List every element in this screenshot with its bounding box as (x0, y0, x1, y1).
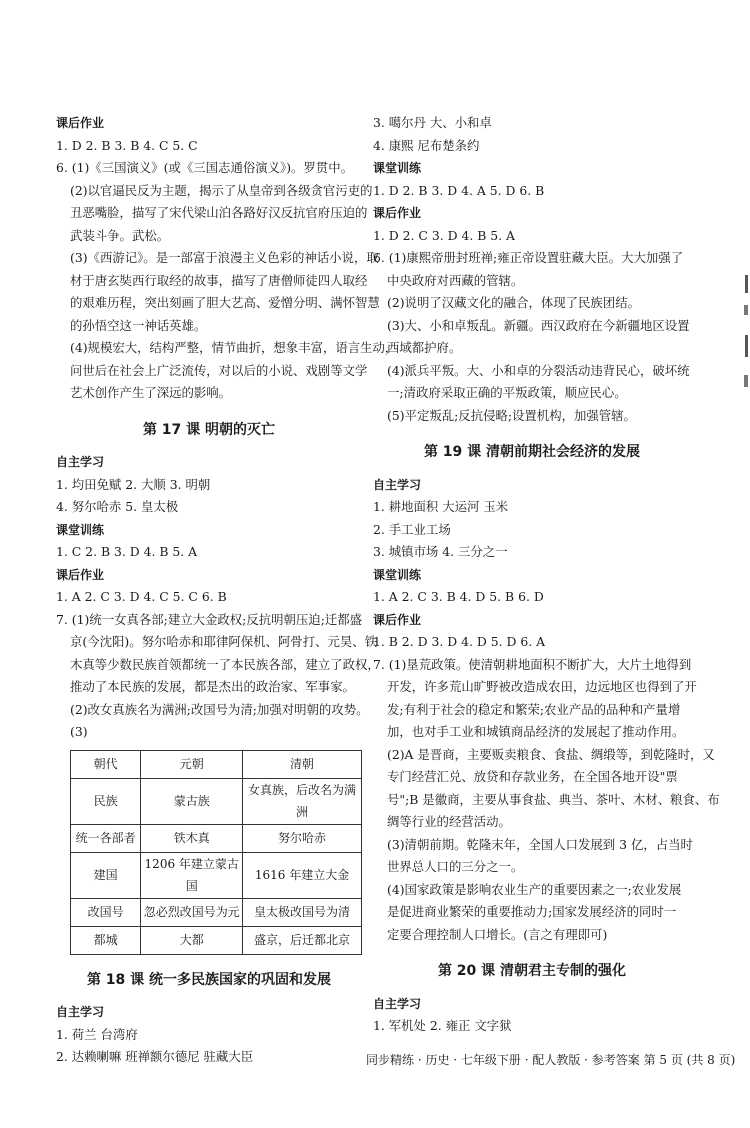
table-cell: 努尔哈赤 (243, 824, 362, 852)
answer-line: (2)以官逼民反为主题，揭示了从皇帝到各级贪官污吏的 (70, 182, 373, 198)
answer-line: 加，也对手工业和城镇商品经济的发展起了推动作用。 (387, 724, 685, 739)
answer-line: 艺术创作产生了深远的影响。 (70, 385, 232, 400)
table-cell: 大都 (141, 926, 243, 954)
table-header-row (71, 750, 362, 778)
section-heading: 自主学习 (56, 455, 105, 469)
answer-line: 京(今沈阳)。努尔哈赤和耶律阿保机、阿骨打、元昊、铁 (70, 634, 378, 649)
answer-line: 6. (1)康熙帝册封班禅;雍正帝设置驻藏大臣。大大加强了 (373, 250, 684, 265)
answer-line: 1. D 2. B 3. D 4. A 5. D 6. B (373, 182, 545, 198)
answer-line: 中央政府对西藏的管辖。 (387, 272, 524, 288)
right-column (373, 112, 720, 1038)
answer-line: 西域都护府。 (387, 340, 462, 355)
section-heading: 课后作业 (373, 206, 422, 220)
answer-line: 世界总人口的三分之一。 (387, 859, 524, 874)
answer-line: 是促进商业繁荣的重要推动力;国家发展经济的同时一 (387, 904, 677, 919)
section-heading: 课后作业 (373, 612, 422, 627)
answer-line: (3) (70, 724, 88, 739)
answer-line: 推动了本民族的发展，都是杰出的政治家、军事家。 (70, 679, 355, 694)
table-cell: 元朝 (141, 750, 243, 778)
lesson-title: 第 20 课 清朝君主专制的强化 (437, 963, 627, 979)
answer-line: 2. 达赖喇嘛 班禅额尔德尼 驻藏大臣 (56, 1049, 254, 1064)
answer-line: 材于唐玄奘西行取经的故事，描写了唐僧师徒四人取经 (70, 272, 368, 288)
answer-line: 7. (1)统一女真各部;建立大金政权;反抗明朝压迫;迁都盛 (56, 611, 363, 627)
table-cell: 1206 年建立蒙古国 (141, 852, 243, 898)
table-row (71, 898, 362, 926)
answer-line: 的孙悟空这一神话英雄。 (70, 317, 207, 333)
lesson-title: 第 17 课 明朝的灭亡 (142, 421, 276, 438)
answer-line: (3)《西游记》。是一部富于浪漫主义色彩的神话小说，取 (70, 250, 379, 265)
answer-line: 1. 荷兰 台湾府 (56, 1026, 138, 1042)
page-footer: 同步精练 · 历史 · 七年级下册 · 配人教版 · 参考答案 第 5 页 (共 8 页) (366, 1053, 736, 1067)
table-cell: 铁木真 (141, 824, 243, 852)
answer-line: 专门经营汇兑、放贷和存款业务，在全国各地开设"票 (387, 769, 678, 784)
section-heading: 课堂训练 (373, 567, 422, 582)
table-row (71, 778, 362, 824)
section-heading: 自主学习 (373, 996, 422, 1011)
dynasty-comparison-table (70, 750, 362, 955)
answer-line: 发;有利于社会的稳定和繁荣;农业产品的品种和产量增 (387, 701, 681, 717)
answer-line: (4)规模宏大，结构严整，情节曲折，想象丰富，语言生动， (70, 340, 398, 355)
answer-line: (4)派兵平叛。大、小和卓的分裂活动违背民心，破坏统 (387, 362, 690, 378)
answer-line: 1. 军机处 2. 雍正 文字狱 (373, 1018, 512, 1033)
table-row (71, 852, 362, 898)
binding-edge-marks (742, 275, 750, 425)
answer-line: (5)平定叛乱;反抗侵略;设置机构，加强管辖。 (387, 407, 636, 423)
answer-line: 一;清政府采取正确的平叛政策，顺应民心。 (387, 385, 627, 400)
answer-line: 4. 康熙 尼布楚条约 (373, 137, 480, 153)
answer-line: (2)A 是晋商，主要贩卖粮食、食盐、绸缎等，到乾隆时，又 (387, 746, 715, 762)
answer-line: 开发，许多荒山旷野被改造成农田，边远地区也得到了开 (387, 679, 697, 694)
answer-line: 木真等少数民族首领都统一了本民族各部，建立了政权， (70, 656, 380, 672)
answer-line: 1. C 2. B 3. D 4. B 5. A (56, 544, 198, 559)
answer-line: 4. 努尔哈赤 5. 皇太极 (56, 499, 179, 514)
table-cell: 清朝 (243, 750, 362, 778)
lesson-title: 第 18 课 统一多民族国家的巩固和发展 (86, 971, 332, 988)
table-cell: 统一各部者 (71, 824, 141, 852)
table-cell: 都城 (71, 926, 141, 954)
answer-line: 1. 耕地面积 大运河 玉米 (373, 499, 509, 514)
answer-line: 2. 手工业工场 (373, 521, 451, 537)
answer-line: 1. A 2. C 3. D 4. C 5. C 6. B (56, 589, 227, 604)
answer-line: (2)改女真族名为满洲;改国号为清;加强对明朝的攻势。 (70, 701, 369, 717)
answer-line: 3. 城镇市场 4. 三分之一 (373, 544, 508, 559)
answer-line: 1. 均田免赋 2. 大顺 3. 明朝 (56, 476, 211, 492)
table-cell: 民族 (71, 778, 141, 824)
answer-line: 绸等行业的经营活动。 (387, 814, 511, 829)
answer-line: 1. D 2. C 3. D 4. B 5. A (373, 227, 515, 243)
answer-line: 丑恶嘴脸，描写了宋代梁山泊各路好汉反抗官府压迫的 (70, 205, 368, 220)
table-cell: 改国号 (71, 898, 141, 926)
answer-line: (4)国家政策是影响农业生产的重要因素之一;农业发展 (387, 881, 682, 897)
answer-line: 1. D 2. B 3. B 4. C 5. C (56, 137, 198, 153)
section-heading: 课后作业 (56, 567, 105, 582)
section-heading: 自主学习 (373, 477, 422, 492)
answer-line: 7. (1)垦荒政策。使清朝耕地面积不断扩大，大片土地得到 (373, 656, 692, 672)
answer-line: 定要合理控制人口增长。(言之有理即可) (387, 926, 608, 942)
left-column (56, 112, 398, 1069)
table-cell: 忽必烈改国号为元 (141, 898, 243, 926)
answer-line: (3)清朝前期。乾隆末年，全国人口发展到 3 亿，占当时 (387, 836, 693, 852)
answer-line: 3. 噶尔丹 大、小和卓 (373, 115, 492, 130)
answer-line: 1. A 2. C 3. B 4. D 5. B 6. D (373, 589, 544, 604)
section-heading: 课后作业 (56, 116, 105, 130)
table-row (71, 824, 362, 852)
table-cell: 皇太极改国号为清 (243, 898, 362, 926)
section-heading: 自主学习 (56, 1005, 105, 1019)
answer-line: 武装斗争。武松。 (70, 227, 170, 243)
answer-line: 的艰难历程，突出刻画了胆大艺高、爱憎分明、满怀智慧 (70, 295, 380, 310)
answer-line: 号";B 是徽商，主要从事食盐、典当、茶叶、木材、粮食、布 (387, 791, 720, 807)
section-heading: 课堂训练 (56, 522, 105, 537)
section-heading: 课堂训练 (373, 161, 422, 175)
table-cell: 1616 年建立大金 (243, 852, 362, 898)
answer-line: (2)说明了汉藏文化的融合，体现了民族团结。 (387, 295, 640, 310)
table-cell: 盛京，后迁都北京 (243, 926, 362, 954)
answer-line: (3)大、小和卓叛乱。新疆。西汉政府在今新疆地区设置 (387, 317, 690, 333)
answer-line: 问世后在社会上广泛流传，对以后的小说、戏剧等文学 (70, 362, 368, 378)
table-row (71, 926, 362, 954)
answer-line: 1. B 2. D 3. D 4. D 5. D 6. A (373, 634, 546, 649)
lesson-title: 第 19 课 清朝前期社会经济的发展 (423, 444, 641, 460)
answer-line: 6. (1)《三国演义》(或《三国志通俗演义》)。罗贯中。 (56, 160, 353, 175)
table-cell: 朝代 (71, 750, 141, 778)
table-cell: 建国 (71, 852, 141, 898)
table-cell: 女真族，后改名为满洲 (243, 778, 362, 824)
table-cell: 蒙古族 (141, 778, 243, 824)
